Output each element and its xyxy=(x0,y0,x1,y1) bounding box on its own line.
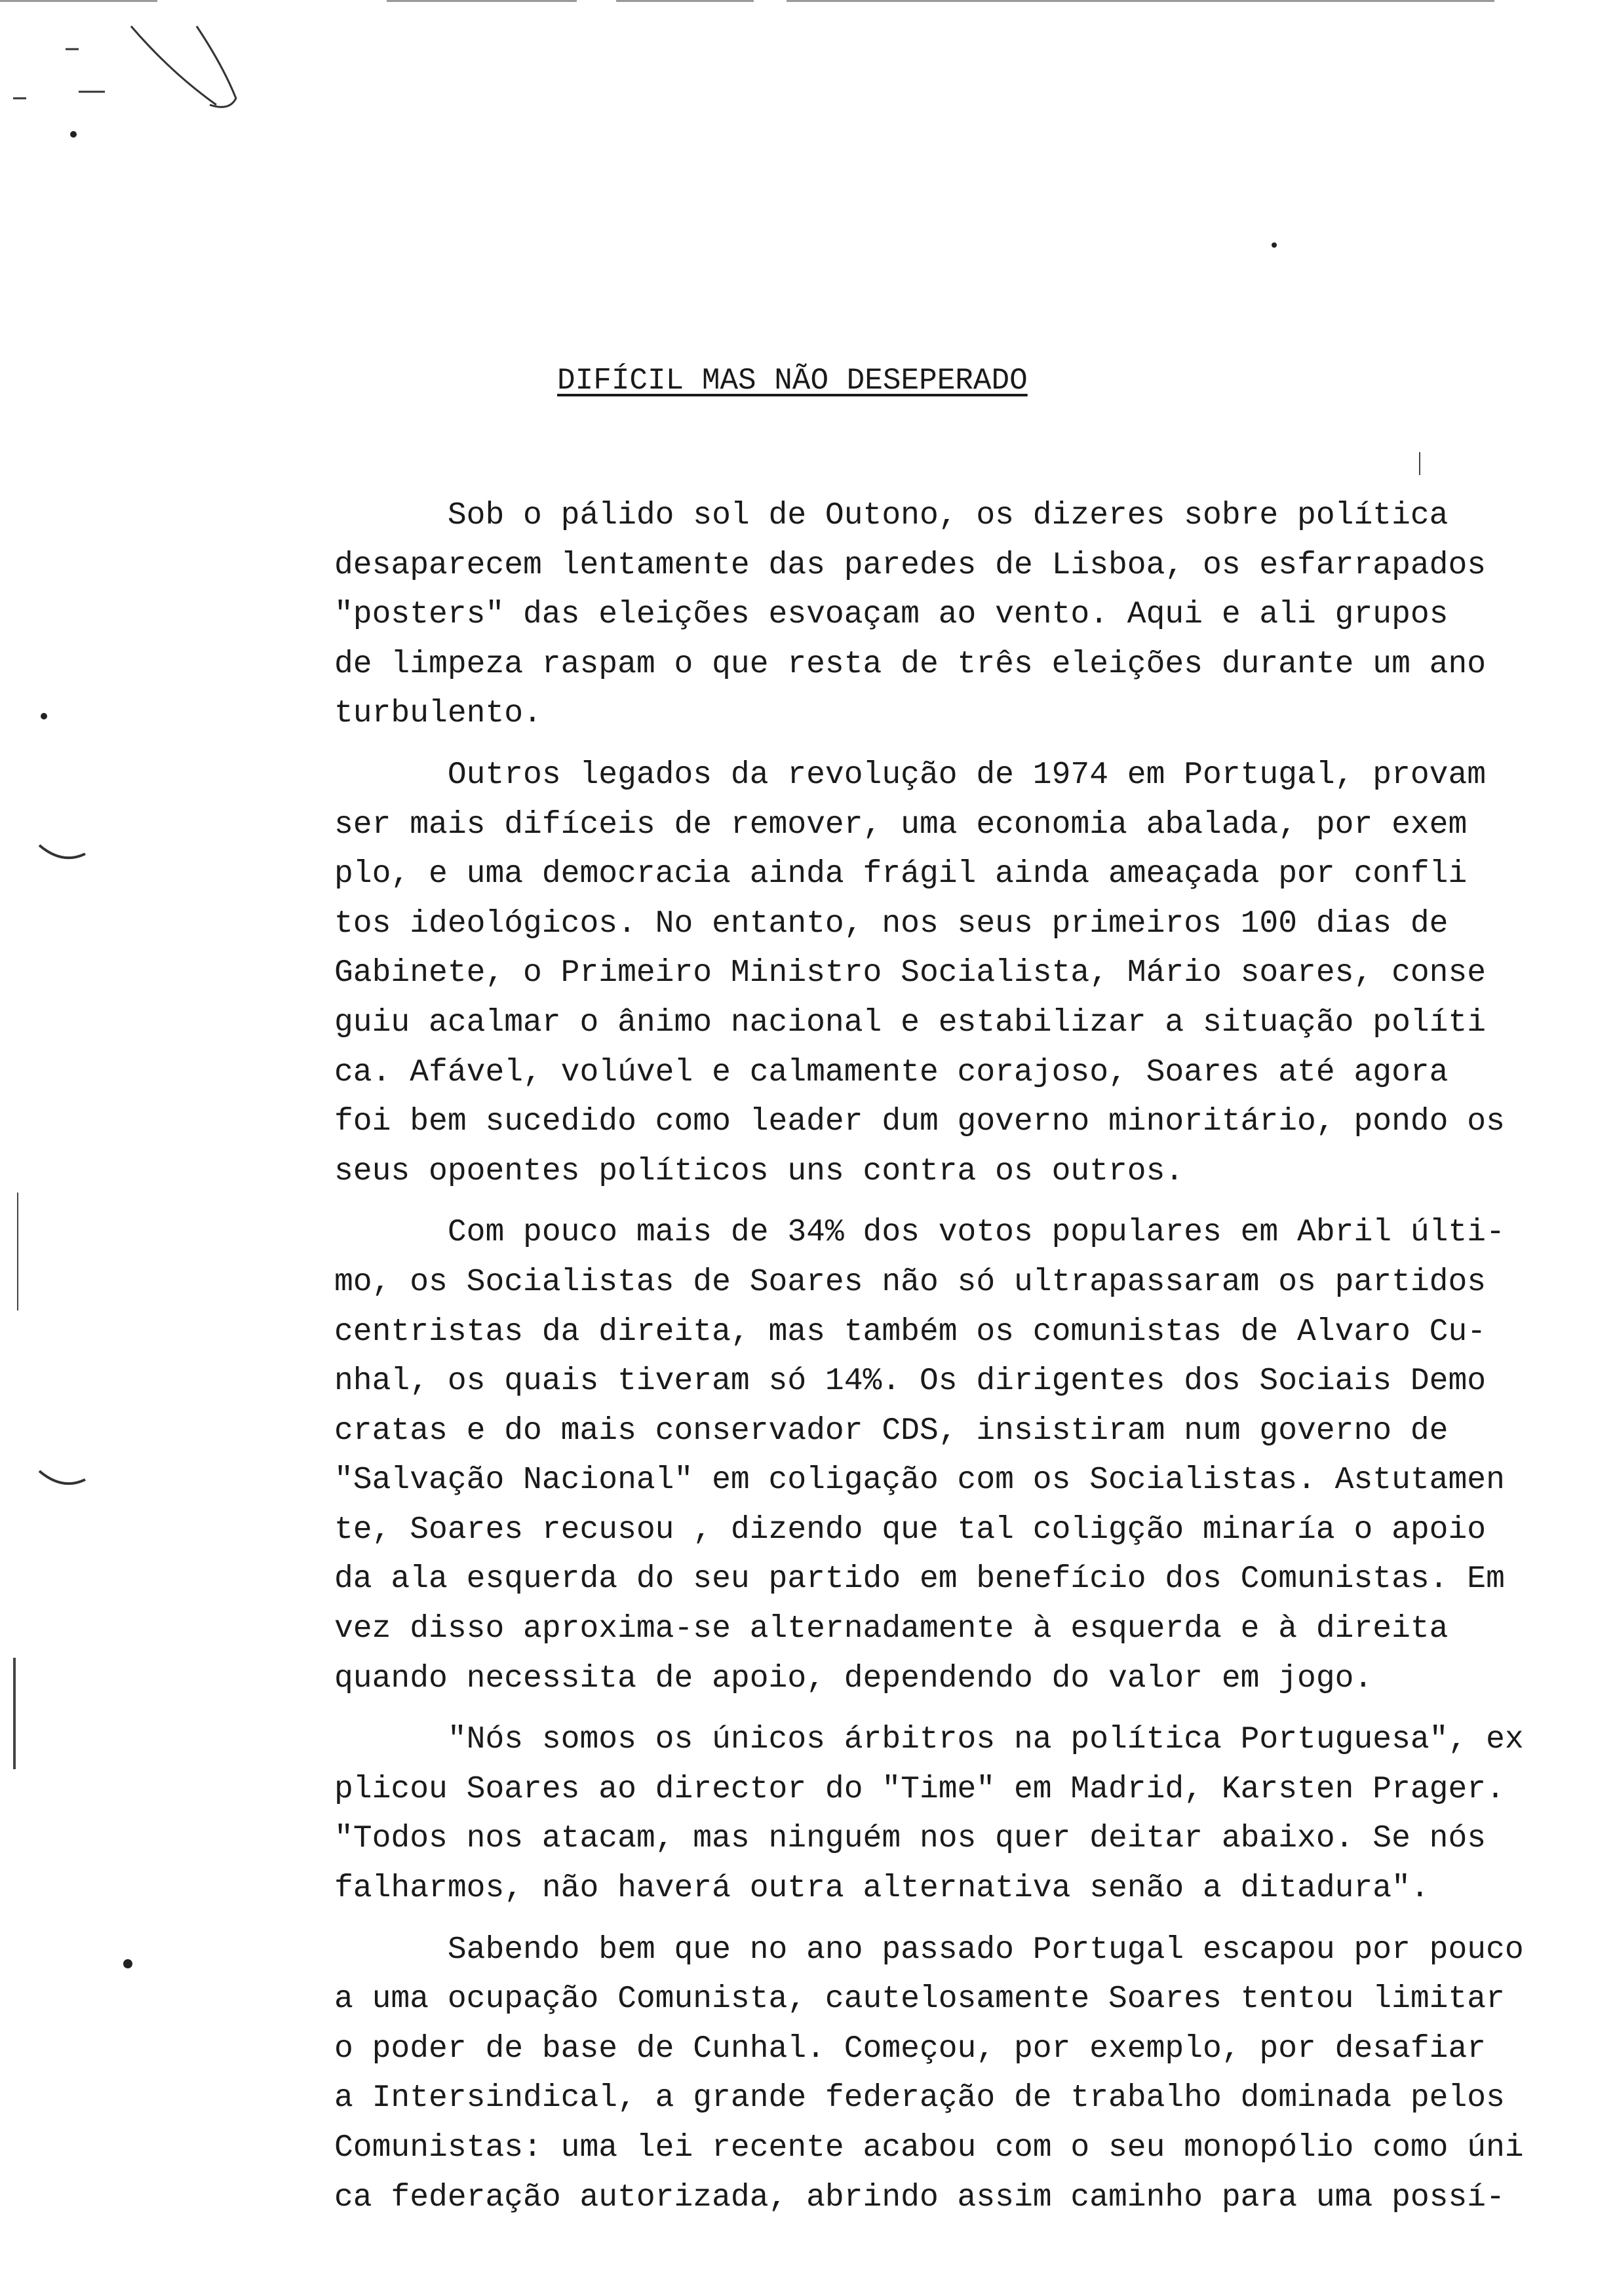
text-line: mo, os Socialistas de Soares não só ultrapassaram os partidos xyxy=(334,1264,1487,1300)
text-line: quando necessita de apoio, dependendo do valor em jogo. xyxy=(334,1660,1373,1696)
text-line: Gabinete, o Primeiro Ministro Socialista, Mário soares, conse xyxy=(334,955,1487,991)
text-line: te, Soares recusou , dizendo que tal coligção minaría o apoio xyxy=(334,1512,1487,1548)
text-line: Sabendo bem que no ano passado Portugal escapou por pouco xyxy=(334,1932,1524,1968)
text-line: cratas e do mais conservador CDS, insistiram num governo de xyxy=(334,1413,1449,1449)
text-line: "posters" das eleições esvoaçam ao vento. Aqui e ali grupos xyxy=(334,597,1449,633)
text-line: ca federação autorizada, abrindo assim caminho para uma possí- xyxy=(334,2179,1505,2215)
text-line: ser mais difíceis de remover, uma economia abalada, por exem xyxy=(334,807,1468,843)
text-line: de limpeza raspam o que resta de três eleições durante um ano xyxy=(334,646,1487,682)
document-body xyxy=(334,491,1606,2234)
text-line: tos ideológicos. No entanto, nos seus primeiros 100 dias de xyxy=(334,906,1449,942)
paragraph xyxy=(334,1208,1606,1704)
document-title: DIFÍCIL MAS NÃO DESEPERADO xyxy=(557,364,1028,398)
scan-dot xyxy=(1272,242,1277,248)
scan-dot xyxy=(41,713,47,719)
text-line: Comunistas: uma lei recente acabou com o seu monopólio como úni xyxy=(334,2130,1524,2166)
text-line: falharmos, não haverá outra alternativa senão a ditadura". xyxy=(334,1871,1430,1907)
margin-rule xyxy=(17,1193,18,1311)
scan-top-line xyxy=(616,0,754,2)
text-line: "Salvação Nacional" em coligação com os Socialistas. Astutamen xyxy=(334,1463,1505,1499)
text-line: o poder de base de Cunhal. Começou, por exemplo, por desafiar xyxy=(334,2031,1487,2067)
paragraph xyxy=(334,491,1606,739)
text-line: "Nós somos os únicos árbitros na política Portuguesa", ex xyxy=(334,1722,1524,1758)
scan-top-line xyxy=(787,0,1494,2)
text-line: desaparecem lentamente das paredes de Lisboa, os esfarrapados xyxy=(334,547,1487,583)
text-line: ca. Afável, volúvel e calmamente corajoso, Soares até agora xyxy=(334,1054,1449,1090)
text-line: a uma ocupação Comunista, cautelosamente Soares tentou limitar xyxy=(334,1981,1505,2018)
text-line: plicou Soares ao director do "Time" em Madrid, Karsten Prager. xyxy=(334,1771,1505,1807)
margin-rule xyxy=(1419,452,1420,475)
text-line: Outros legados da revolução de 1974 em Portugal, provam xyxy=(334,757,1487,793)
margin-bracket xyxy=(36,1468,88,1494)
text-line: vez disso aproxima-se alternadamente à esquerda e à direita xyxy=(334,1611,1449,1647)
margin-bracket xyxy=(36,842,88,868)
text-line: centristas da direita, mas também os comunistas de Alvaro Cu- xyxy=(334,1314,1487,1350)
text-line: "Todos nos atacam, mas ninguém nos quer deitar abaixo. Se nós xyxy=(334,1821,1487,1857)
text-line: turbulento. xyxy=(334,696,542,732)
paragraph xyxy=(334,1715,1606,1913)
text-line: foi bem sucedido como leader dum governo minoritário, pondo os xyxy=(334,1104,1505,1140)
paragraph xyxy=(334,751,1606,1196)
text-line: Sob o pálido sol de Outono, os dizeres sobre política xyxy=(334,498,1449,533)
scan-dot xyxy=(123,1959,132,1968)
text-line: da ala esquerda do seu partido em benefício dos Comunistas. Em xyxy=(334,1561,1505,1598)
text-line: seus opoentes políticos uns contra os outros. xyxy=(334,1153,1184,1189)
corner-mark xyxy=(0,0,275,170)
text-line: nhal, os quais tiveram só 14%. Os dirigentes dos Sociais Demo xyxy=(334,1364,1487,1400)
paragraph xyxy=(334,1926,1606,2223)
scan-top-line xyxy=(387,0,577,2)
margin-rule xyxy=(13,1658,16,1769)
text-line: guiu acalmar o ânimo nacional e estabilizar a situação políti xyxy=(334,1004,1487,1041)
text-line: plo, e uma democracia ainda frágil ainda ameaçada por confli xyxy=(334,856,1468,892)
text-line: a Intersindical, a grande federação de trabalho dominada pelos xyxy=(334,2080,1505,2116)
text-line: Com pouco mais de 34% dos votos populares em Abril últi- xyxy=(334,1215,1505,1251)
